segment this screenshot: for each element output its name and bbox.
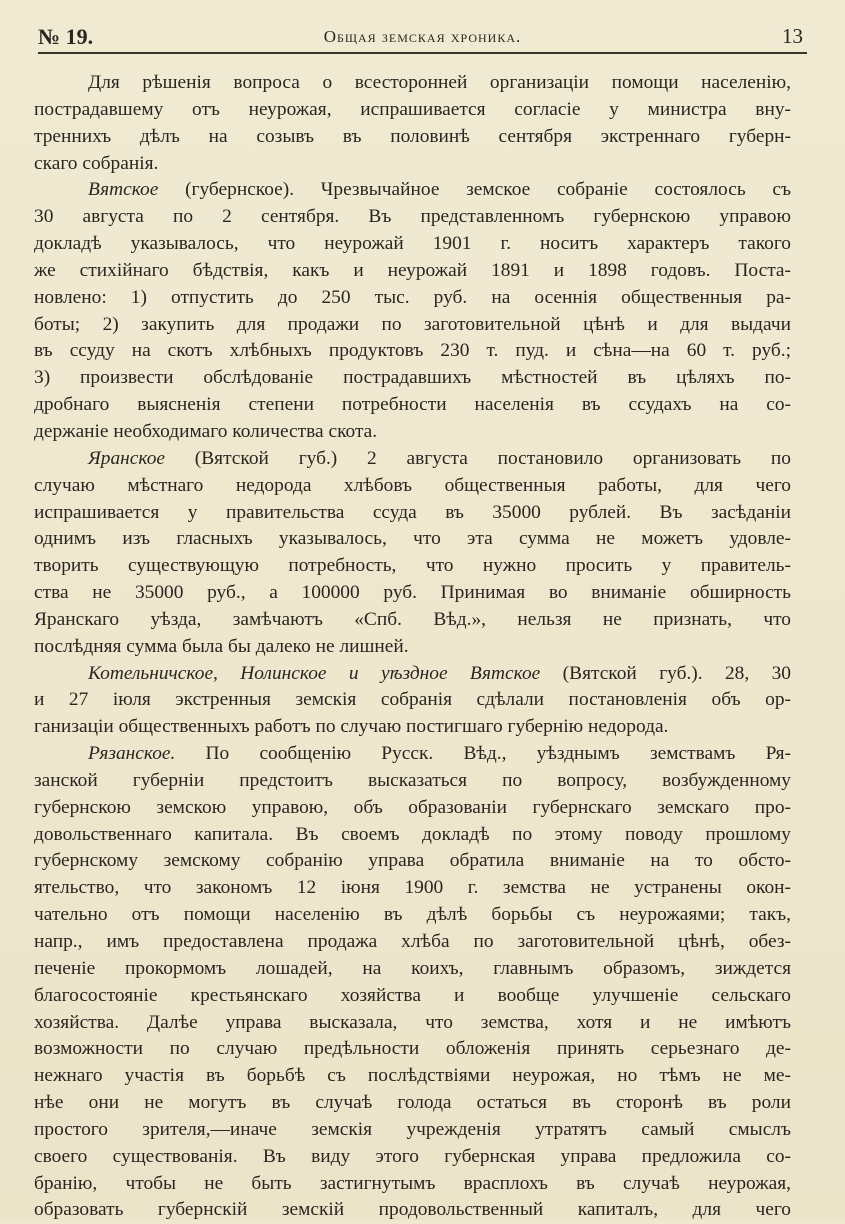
text-line: треннихъ дѣлъ на созывъ въ половинѣ сентября экстреннаго губерн- xyxy=(34,125,791,147)
text-line: случаю мѣстнаго недорода хлѣбовъ общественныя работы, для чего xyxy=(34,474,791,496)
text-line: докладѣ указывалось, что неурожай 1901 г. носитъ характеръ такого xyxy=(34,233,791,255)
text-line: бранію, чтобы не быть застигнутымъ врасплохъ въ случаѣ неурожая, xyxy=(34,1172,791,1194)
text-line: пострадавшему отъ неурожая, испрашивается согласіе у министра вну- xyxy=(34,98,791,120)
text-line: ятельство, что закономъ 12 іюня 1900 г. земства не устранены окон- xyxy=(34,877,791,899)
text-line: чательно отъ помощи населенію въ дѣлѣ борьбы съ неурожаями; такъ, xyxy=(34,904,791,926)
text-line: занской губерніи предстоитъ высказаться по вопросу, возбужденному xyxy=(34,769,791,791)
text-line: въ ссуду на скотъ хлѣбныхъ продуктовъ 230 т. пуд. и сѣна—на 60 т. руб.; xyxy=(34,340,791,362)
region-lead: Яранское xyxy=(88,447,165,469)
text-line: нѣе они не могутъ въ случаѣ голода остаться въ сторонѣ въ роли xyxy=(34,1092,791,1114)
page-number: 13 xyxy=(782,24,803,48)
text-line: 3) произвести обслѣдованіе пострадавшихъ мѣстностей въ цѣляхъ по- xyxy=(34,367,791,389)
text-line: своего существованія. Въ виду этого губернская управа предложила со- xyxy=(34,1145,791,1167)
text-line: напр., имъ предоставлена продажа хлѣба по заготовительной цѣнѣ, обез- xyxy=(34,931,791,952)
text-line: однимъ изъ гласныхъ указывалось, что эта сумма не можетъ удовле- xyxy=(34,528,791,550)
text-line: образовать губернскій земскій продовольственный капиталъ, для чего xyxy=(34,1199,791,1221)
text-line: боты; 2) закупить для продажи по заготовительной цѣнѣ и для выдачи xyxy=(34,313,791,335)
text-line: простого зрителя,—иначе земскія учрежденія утратятъ самый смыслъ xyxy=(34,1118,791,1140)
text-line: возможности по случаю предѣльности обложенія принять серьезнаго де- xyxy=(34,1038,791,1060)
article-body xyxy=(34,70,791,1224)
issue-number: № 19. xyxy=(38,24,94,49)
text-line: творить существующую потребность, что нужно просить у правитель- xyxy=(34,555,791,577)
text-line: ганизаціи общественныхъ работъ по случаю постигшаго губернію недорода. xyxy=(34,716,669,738)
text-line: хозяйства. Далѣе управа высказала, что земства, хотя и не имѣютъ xyxy=(34,1011,791,1033)
region-lead: Вятское xyxy=(88,179,159,201)
text-line: губернскому земскому собранію управа обратила вниманіе на то обсто- xyxy=(34,850,791,872)
text-line: губернскою земскою управою, объ образованіи губернскаго земскаго про- xyxy=(34,796,791,818)
text-line: нежнаго участія въ борьбѣ съ послѣдствіями неурожая, но тѣмъ не ме- xyxy=(34,1065,791,1087)
text-line: благосостояніе крестьянскаго хозяйства и вообще улучшеніе сельскаго xyxy=(34,984,791,1006)
text-line: новлено: 1) отпустить до 250 тыс. руб. на осеннія общественныя ра- xyxy=(34,286,791,308)
text-line: испрашивается у правительства ссуда въ 35000 рублей. Въ засѣданіи xyxy=(34,501,791,523)
text-line: довольственнаго капитала. Въ своемъ докладѣ по этому поводу прошлому xyxy=(34,823,791,845)
text-line: послѣдняя сумма была бы далеко не лишней. xyxy=(34,635,409,657)
text-line: Яранское (Вятской губ.) 2 августа постановило организовать по xyxy=(88,447,791,469)
text-line: печеніе прокормомъ лошадей, на коихъ, главнымъ образомъ, зиждется xyxy=(34,957,791,979)
region-lead: Рязанское. xyxy=(88,743,176,765)
running-title: Общая земская хроника. xyxy=(323,27,522,46)
text-line: держаніе необходимаго количества скота. xyxy=(34,420,378,442)
running-header xyxy=(38,18,807,54)
text-line: и 27 іюля экстренныя земскія собранія сдѣлали постановленія объ ор- xyxy=(34,689,791,711)
text-line: Вятское (губернское). Чрезвычайное земское собраніе состоялось съ xyxy=(88,179,791,201)
text-line: скаго собранія. xyxy=(34,152,159,174)
text-line: ства не 35000 руб., а 100000 руб. Принимая во вниманіе обширность xyxy=(34,582,791,604)
region-lead: Котельничское, Нолинское и уѣздное Вятское xyxy=(88,662,541,684)
text-line: Для рѣшенія вопроса о всесторонней организаціи помощи населенію, xyxy=(88,72,791,93)
text-line: дробнаго выясненія степени потребности населенія въ ссудахъ на со- xyxy=(34,394,791,416)
text-line: Рязанское. По сообщенію Русск. Вѣд., уѣзднымъ земствамъ Ря- xyxy=(88,743,791,765)
text-line: Яранскаго уѣзда, замѣчаютъ «Спб. Вѣд.», нельзя не признать, что xyxy=(34,608,791,630)
text-line: 30 августа по 2 сентября. Въ представленномъ губернскою управою xyxy=(34,206,791,228)
text-line: Котельничское, Нолинское и уѣздное Вятское (Вятской губ.). 28, 30 xyxy=(88,662,792,684)
text-line: же стихійнаго бѣдствія, какъ и неурожай 1891 и 1898 годовъ. Поста- xyxy=(34,259,791,281)
